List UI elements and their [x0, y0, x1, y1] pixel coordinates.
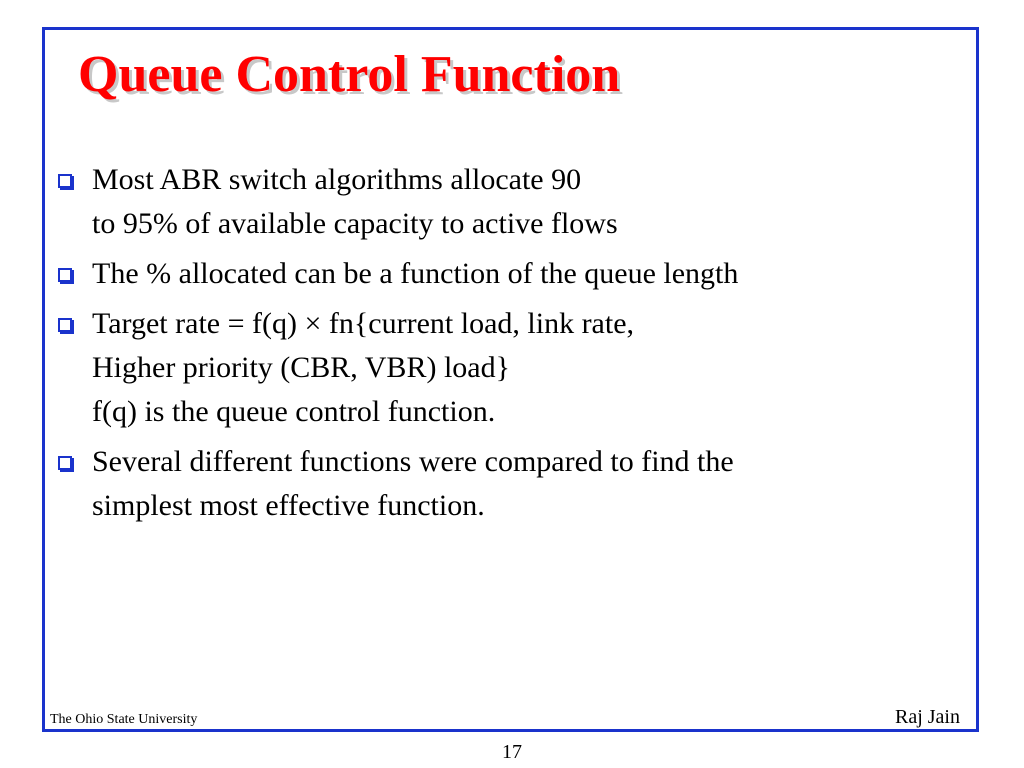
- slide-title: Queue Control Function: [78, 46, 621, 103]
- footer-institution: The Ohio State University: [50, 712, 198, 727]
- hollow-square-bullet-icon: [58, 456, 72, 470]
- bullet-item: [52, 302, 962, 434]
- hollow-square-bullet-icon: [58, 174, 72, 188]
- bullet-list: [52, 158, 962, 534]
- bullet-text-line: f(q) is the queue control function.: [92, 395, 496, 428]
- hollow-square-bullet-icon: [58, 268, 72, 282]
- bullet-text-line: Several different functions were compared to find the: [92, 445, 734, 478]
- page-number: 17: [502, 741, 522, 763]
- bullet-text-line: Most ABR switch algorithms allocate 90: [92, 163, 582, 196]
- hollow-square-bullet-icon: [58, 318, 72, 332]
- bullet-text-line: to 95% of available capacity to active flows: [92, 207, 618, 240]
- bullet-text-line: The % allocated can be a function of the queue length: [92, 257, 739, 290]
- bullet-text-line: simplest most effective function.: [92, 489, 485, 522]
- bullet-item: [52, 440, 962, 528]
- bullet-item: [52, 158, 962, 246]
- bullet-item: [52, 252, 962, 296]
- bullet-text-line: Target rate = f(q) × fn{current load, link rate,: [92, 307, 635, 340]
- bullet-text-line: Higher priority (CBR, VBR) load}: [92, 351, 510, 384]
- footer-author: Raj Jain: [895, 706, 960, 728]
